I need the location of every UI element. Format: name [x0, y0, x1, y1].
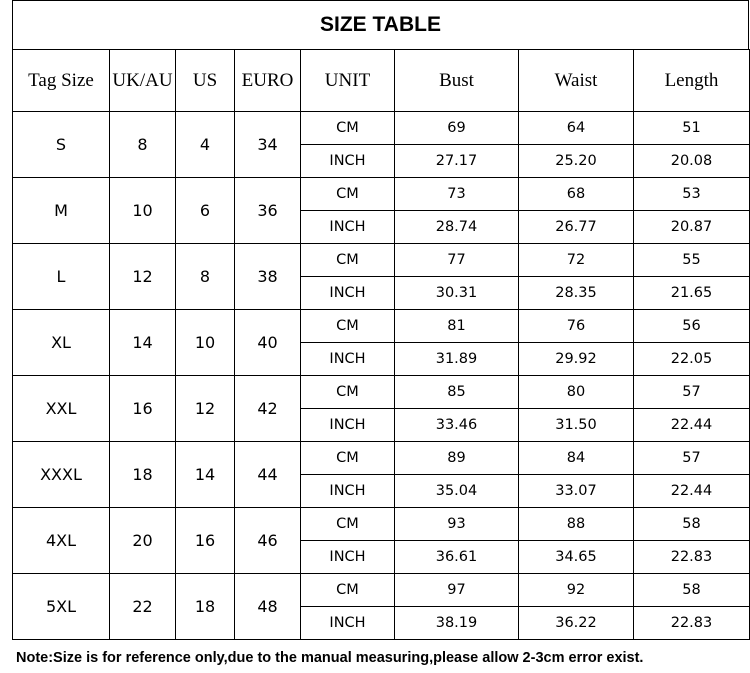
- tag-size-cell: XL: [13, 310, 110, 376]
- euro-cell: 46: [235, 508, 301, 574]
- waist-cell: 64: [519, 112, 634, 145]
- bust-cell: 93: [395, 508, 519, 541]
- bust-cell: 31.89: [395, 343, 519, 376]
- bust-cell: 77: [395, 244, 519, 277]
- length-cell: 57: [634, 376, 750, 409]
- unit-cell: INCH: [301, 343, 395, 376]
- waist-cell: 26.77: [519, 211, 634, 244]
- unit-cell: CM: [301, 376, 395, 409]
- uk-au-cell: 10: [110, 178, 176, 244]
- length-cell: 22.83: [634, 607, 750, 640]
- table-title: SIZE TABLE: [12, 0, 749, 49]
- bust-cell: 81: [395, 310, 519, 343]
- unit-cell: INCH: [301, 277, 395, 310]
- size-table: [12, 49, 750, 640]
- header-euro: EURO: [235, 50, 301, 112]
- table-row: [13, 244, 750, 277]
- unit-cell: CM: [301, 178, 395, 211]
- uk-au-cell: 16: [110, 376, 176, 442]
- us-cell: 6: [176, 178, 235, 244]
- table-row: [13, 178, 750, 211]
- unit-cell: INCH: [301, 541, 395, 574]
- waist-cell: 72: [519, 244, 634, 277]
- waist-cell: 31.50: [519, 409, 634, 442]
- length-cell: 20.08: [634, 145, 750, 178]
- bust-cell: 97: [395, 574, 519, 607]
- waist-cell: 29.92: [519, 343, 634, 376]
- waist-cell: 25.20: [519, 145, 634, 178]
- length-cell: 22.44: [634, 409, 750, 442]
- us-cell: 18: [176, 574, 235, 640]
- length-cell: 22.83: [634, 541, 750, 574]
- us-cell: 12: [176, 376, 235, 442]
- unit-cell: CM: [301, 310, 395, 343]
- euro-cell: 48: [235, 574, 301, 640]
- bust-cell: 30.31: [395, 277, 519, 310]
- unit-cell: INCH: [301, 475, 395, 508]
- table-row: [13, 376, 750, 409]
- bust-cell: 35.04: [395, 475, 519, 508]
- table-row: [13, 574, 750, 607]
- tag-size-cell: 4XL: [13, 508, 110, 574]
- euro-cell: 34: [235, 112, 301, 178]
- unit-cell: INCH: [301, 607, 395, 640]
- uk-au-cell: 22: [110, 574, 176, 640]
- waist-cell: 76: [519, 310, 634, 343]
- length-cell: 56: [634, 310, 750, 343]
- unit-cell: INCH: [301, 145, 395, 178]
- unit-cell: CM: [301, 244, 395, 277]
- footnote: Note:Size is for reference only,due to the manual measuring,please allow 2-3cm error exist.: [16, 650, 644, 666]
- length-cell: 22.44: [634, 475, 750, 508]
- length-cell: 51: [634, 112, 750, 145]
- length-cell: 20.87: [634, 211, 750, 244]
- bust-cell: 85: [395, 376, 519, 409]
- uk-au-cell: 18: [110, 442, 176, 508]
- header-length: Length: [634, 50, 750, 112]
- unit-cell: CM: [301, 508, 395, 541]
- uk-au-cell: 12: [110, 244, 176, 310]
- length-cell: 58: [634, 508, 750, 541]
- header-us: US: [176, 50, 235, 112]
- tag-size-cell: S: [13, 112, 110, 178]
- table-row: [13, 508, 750, 541]
- tag-size-cell: L: [13, 244, 110, 310]
- waist-cell: 33.07: [519, 475, 634, 508]
- header-waist: Waist: [519, 50, 634, 112]
- bust-cell: 36.61: [395, 541, 519, 574]
- table-body: [13, 112, 750, 640]
- header-uk-au: UK/AU: [110, 50, 176, 112]
- waist-cell: 80: [519, 376, 634, 409]
- bust-cell: 73: [395, 178, 519, 211]
- waist-cell: 84: [519, 442, 634, 475]
- header-bust: Bust: [395, 50, 519, 112]
- us-cell: 4: [176, 112, 235, 178]
- table-row: [13, 442, 750, 475]
- length-cell: 53: [634, 178, 750, 211]
- waist-cell: 92: [519, 574, 634, 607]
- unit-cell: INCH: [301, 409, 395, 442]
- uk-au-cell: 8: [110, 112, 176, 178]
- size-table-panel: [12, 0, 749, 640]
- bust-cell: 38.19: [395, 607, 519, 640]
- waist-cell: 68: [519, 178, 634, 211]
- bust-cell: 28.74: [395, 211, 519, 244]
- length-cell: 57: [634, 442, 750, 475]
- length-cell: 58: [634, 574, 750, 607]
- uk-au-cell: 20: [110, 508, 176, 574]
- euro-cell: 42: [235, 376, 301, 442]
- header-unit: UNIT: [301, 50, 395, 112]
- waist-cell: 34.65: [519, 541, 634, 574]
- us-cell: 10: [176, 310, 235, 376]
- unit-cell: INCH: [301, 211, 395, 244]
- header-tag-size: Tag Size: [13, 50, 110, 112]
- unit-cell: CM: [301, 442, 395, 475]
- euro-cell: 44: [235, 442, 301, 508]
- unit-cell: CM: [301, 112, 395, 145]
- waist-cell: 36.22: [519, 607, 634, 640]
- header-row: [13, 50, 750, 112]
- length-cell: 55: [634, 244, 750, 277]
- uk-au-cell: 14: [110, 310, 176, 376]
- length-cell: 22.05: [634, 343, 750, 376]
- waist-cell: 28.35: [519, 277, 634, 310]
- euro-cell: 38: [235, 244, 301, 310]
- tag-size-cell: XXL: [13, 376, 110, 442]
- us-cell: 8: [176, 244, 235, 310]
- us-cell: 14: [176, 442, 235, 508]
- bust-cell: 69: [395, 112, 519, 145]
- bust-cell: 33.46: [395, 409, 519, 442]
- tag-size-cell: M: [13, 178, 110, 244]
- tag-size-cell: 5XL: [13, 574, 110, 640]
- table-row: [13, 112, 750, 145]
- bust-cell: 89: [395, 442, 519, 475]
- euro-cell: 40: [235, 310, 301, 376]
- length-cell: 21.65: [634, 277, 750, 310]
- unit-cell: CM: [301, 574, 395, 607]
- us-cell: 16: [176, 508, 235, 574]
- waist-cell: 88: [519, 508, 634, 541]
- euro-cell: 36: [235, 178, 301, 244]
- bust-cell: 27.17: [395, 145, 519, 178]
- tag-size-cell: XXXL: [13, 442, 110, 508]
- table-row: [13, 310, 750, 343]
